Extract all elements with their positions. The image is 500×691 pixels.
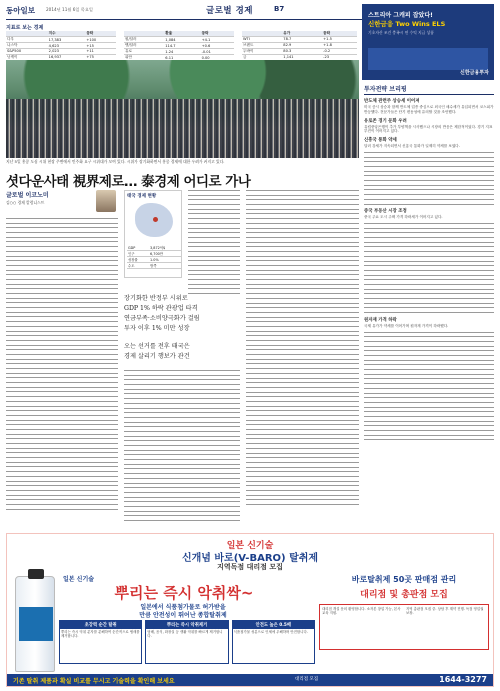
ad-right-title-2: 대리점 및 총판점 모집 xyxy=(360,590,448,600)
table-cell: 유가 xyxy=(282,31,322,37)
table-cell: 금 xyxy=(242,54,282,60)
right-sub-3: 신흥국 통화 약세 xyxy=(364,138,397,144)
feature-3-body: 식품첨가물 성분으로 인체에 무해하며 안전합니다. xyxy=(233,630,308,634)
article-col1-lines xyxy=(6,218,118,513)
map-stats-table xyxy=(127,245,181,269)
ad-right-panel xyxy=(319,574,489,650)
feature-3-head: 안전도 높은 0.5배 xyxy=(233,621,314,629)
spray-bottle-icon xyxy=(15,576,55,672)
pull-line-3: 연금부족·소비양극화가 걸림 xyxy=(124,315,200,322)
article-col2b-lines xyxy=(124,370,240,525)
table-cell: 82.9 xyxy=(282,42,322,48)
author-photo xyxy=(96,190,116,212)
market-title: 지표로 보는 경제 xyxy=(6,25,44,31)
thailand-map-box xyxy=(124,190,182,278)
pull-line-4: 투자 이후 1% 미만 성장 xyxy=(124,325,190,332)
issue-date: 2014년 11월 6일 목요일 xyxy=(46,7,93,12)
table-cell: 16,937 xyxy=(48,54,86,60)
table-cell: +0.6 xyxy=(201,43,234,49)
table-cell: 엔/달러 xyxy=(124,43,164,49)
table-cell: 0.00 xyxy=(201,55,234,61)
column-author: 김○○ 경제 칼럼니스트 xyxy=(6,200,45,205)
right-sub-2: 유로존 경기 둔화 우려 xyxy=(364,118,407,124)
table-cell: 브렌트 xyxy=(242,42,282,48)
ad-right-info xyxy=(319,604,489,650)
table-cell: 유로 xyxy=(124,49,164,55)
table-cell: 수도 xyxy=(127,263,149,269)
table-cell: +4.1 xyxy=(201,37,234,43)
table-cell: 인구 xyxy=(127,251,149,257)
table-cell: 4,623 xyxy=(48,43,86,49)
map-title: 태국 경제 현황 xyxy=(127,194,157,199)
ad-headline-1: 일본 신기술 xyxy=(226,541,274,551)
page-number: B7 xyxy=(274,5,285,13)
table-cell: 성장률 xyxy=(127,257,149,263)
table-cell: -0.01 xyxy=(201,49,234,55)
right-text-1: 미국 증시 상승과 함께 반도체 업종 중심으로 외국인 매수세가 유입되면서 코스피가 반등했다. 전문가들은 단기 변동성에 유의할 것을 조언했다. xyxy=(364,105,494,114)
right-text-5: 국제 유가가 약세를 이어가며 원자재 가격이 하락했다. xyxy=(364,323,449,328)
table-cell: GDP xyxy=(127,245,149,251)
section-title: 글로벌 경제 xyxy=(206,6,254,16)
ad-top-brand: 신한금융투자 xyxy=(460,70,489,76)
table-cell: 6.11 xyxy=(164,55,200,61)
article-col3-lines xyxy=(246,190,359,509)
ad-headline-2: 신개념 바로(V-BARO) 탈취제 xyxy=(181,553,319,564)
ad-right-info-1: 대리점 개설 문의 환영합니다. 소자본 창업 가능, 본사 교육 지원. xyxy=(322,607,401,616)
table-cell: 17,383 xyxy=(48,37,86,43)
ad-features xyxy=(59,620,315,664)
feature-3 xyxy=(232,620,315,664)
table-cell: 1,084 xyxy=(164,37,200,43)
right-text-2: 유럽중앙은행이 추가 부양책을 시사했으나 시장의 반응은 제한적이었다. 경기 지표 부진이 이어지고 있다. xyxy=(364,124,493,134)
feature-2 xyxy=(145,620,228,664)
pull-line-6: 경제 살리기 행보가 관건 xyxy=(124,353,190,360)
table-cell: +15 xyxy=(85,43,116,49)
table-cell: 다우 xyxy=(6,37,48,43)
top-advertisement[interactable] xyxy=(362,4,494,80)
ad-headline-3: 지역독점 대리점 모집 xyxy=(217,563,283,571)
table-cell: 1,141 xyxy=(282,54,322,60)
market-table-indices xyxy=(6,31,116,61)
table-cell: +11 xyxy=(85,49,116,55)
table-cell: +1.5 xyxy=(322,37,357,43)
table-cell: 2,023 xyxy=(48,49,86,55)
news-photo xyxy=(6,60,359,158)
article-area xyxy=(6,190,359,542)
table-cell: 닛케이 xyxy=(6,54,48,60)
table-cell: 3,872억$ xyxy=(149,245,181,251)
table-cell: 등락 xyxy=(201,31,234,37)
bottle-cap xyxy=(28,569,44,579)
photo-trees xyxy=(6,60,359,99)
table-cell: 114.7 xyxy=(164,43,200,49)
ad-right-info-2: 지역 총판점 모집 중. 상담 후 계약 진행. 독점 영업권 보장. xyxy=(406,607,484,616)
ad-top-line1: 스트리아 그캐피 잡았다! xyxy=(368,12,433,19)
ad-right-title: 바로탈취제 50곳 판매점 관리 xyxy=(351,575,457,584)
feature-2-body: 담배, 음식, 화장실 등 생활 악취를 빠르게 제거합니다. xyxy=(147,630,223,639)
ad-pre-text: 일본 신기술 xyxy=(63,576,95,583)
table-cell: 두바이 xyxy=(242,48,282,54)
article-col2a-lines xyxy=(188,190,240,298)
feature-1 xyxy=(59,620,142,664)
table-cell: 등락 xyxy=(322,31,357,37)
ad-phone-number[interactable]: 1644-3277 xyxy=(439,675,487,684)
table-cell: 78.7 xyxy=(282,37,322,43)
table-cell: -23 xyxy=(322,54,357,60)
table-cell: 지수 xyxy=(48,31,86,37)
pull-line-1: 장기화한 반정부 시위로 xyxy=(124,295,188,302)
table-cell: +100 xyxy=(85,37,116,43)
right-column xyxy=(364,84,494,444)
bottle-label xyxy=(19,607,53,641)
table-cell: 원/달러 xyxy=(124,37,164,43)
ad-brush-slogan: 뿌리는 즉시 악취싹~ xyxy=(114,584,254,602)
right-column-title: 투자전략 브리핑 xyxy=(364,84,494,95)
right-text-4: 중국 주요 도시 주택 가격 하락세가 이어지고 있다. xyxy=(364,215,443,220)
table-cell: 6,700만 xyxy=(149,251,181,257)
right-text-lines xyxy=(364,152,494,204)
market-table-fx xyxy=(124,31,234,61)
bottom-advertisement[interactable] xyxy=(6,533,494,687)
market-table-commodities xyxy=(242,31,357,61)
pull-line-2: GDP 1% 하락 관광업 타격 xyxy=(124,305,198,312)
ad-top-line3: 기초자산 조건 충족시 연 수익 지급 상품 xyxy=(368,30,434,35)
feature-2-head: 뿌리는 즉시 악취제거 xyxy=(146,621,227,629)
table-cell: 환율 xyxy=(164,31,200,37)
ad-bottom-bar xyxy=(7,674,493,686)
table-cell: 나스닥 xyxy=(6,43,48,49)
pull-line-5: 오는 선거를 전후 태국은 xyxy=(124,343,190,350)
map-marker-icon xyxy=(153,217,158,222)
right-text-lines-2 xyxy=(364,223,494,313)
feature-1-body: 뿌리는 즉시 악취 분자를 분해하여 순간적으로 냄새를 제거합니다. xyxy=(61,630,140,639)
pull-quote xyxy=(124,294,240,362)
column-title: 글로벌 이코노미 xyxy=(6,192,49,199)
ad-bottom-text: 기존 탈취 제품과 확실 비교를 무시고 기술력을 확인해 보세요 xyxy=(13,678,175,685)
table-cell: 위안 xyxy=(124,55,164,61)
right-text-lines-3 xyxy=(364,332,494,441)
table-cell: +1.8 xyxy=(322,42,357,48)
right-sub-5: 원자재 가격 하락 xyxy=(364,317,397,323)
right-sub-1: 반도체 관련주 상승세 이어져 xyxy=(364,99,420,104)
ad-tagline-1: 일본에서 식품첨가물로 허가받을 xyxy=(140,604,226,611)
right-text-3: 달러 강세가 지속되면서 신흥국 통화가 일제히 약세를 보였다. xyxy=(364,144,460,149)
table-cell: -0.2 xyxy=(322,48,357,54)
ad-top-line2: 신한금융 Two Wins ELS xyxy=(368,20,446,28)
table-cell: +75 xyxy=(85,54,116,60)
photo-crowd xyxy=(6,99,359,158)
table-cell: 1.0% xyxy=(149,257,181,263)
table-cell: 1.24 xyxy=(164,49,200,55)
table-cell: 방콕 xyxy=(149,263,181,269)
main-headline: 셧다운사태 視界제로… 泰경제 어디로 가나 xyxy=(6,174,251,190)
table-row xyxy=(127,263,181,269)
ad-bottom-mid: 대리점 모집 xyxy=(295,677,319,682)
paper-name: 동아일보 xyxy=(6,6,35,15)
table-cell: 80.3 xyxy=(282,48,322,54)
right-sub-4: 중국 부동산 시장 조정 xyxy=(364,209,407,215)
table-cell: S&P500 xyxy=(6,49,48,55)
ad-tagline-2: 만큼 안전성이 뛰어난 종합탈취제 xyxy=(139,612,227,619)
feature-1-head: 초강력 순간 탈취 xyxy=(60,621,141,629)
table-cell: WTI xyxy=(242,37,282,43)
table-cell: 등락 xyxy=(85,31,116,37)
ad-top-graphic xyxy=(368,48,488,70)
photo-caption: 지난 5일 홍콩 도심 시위 현장 주변에서 민주화 요구 시위대가 모여 있다. 시위가 장기화하면서 홍콩 경제에 대한 우려가 커지고 있다. xyxy=(6,159,225,164)
